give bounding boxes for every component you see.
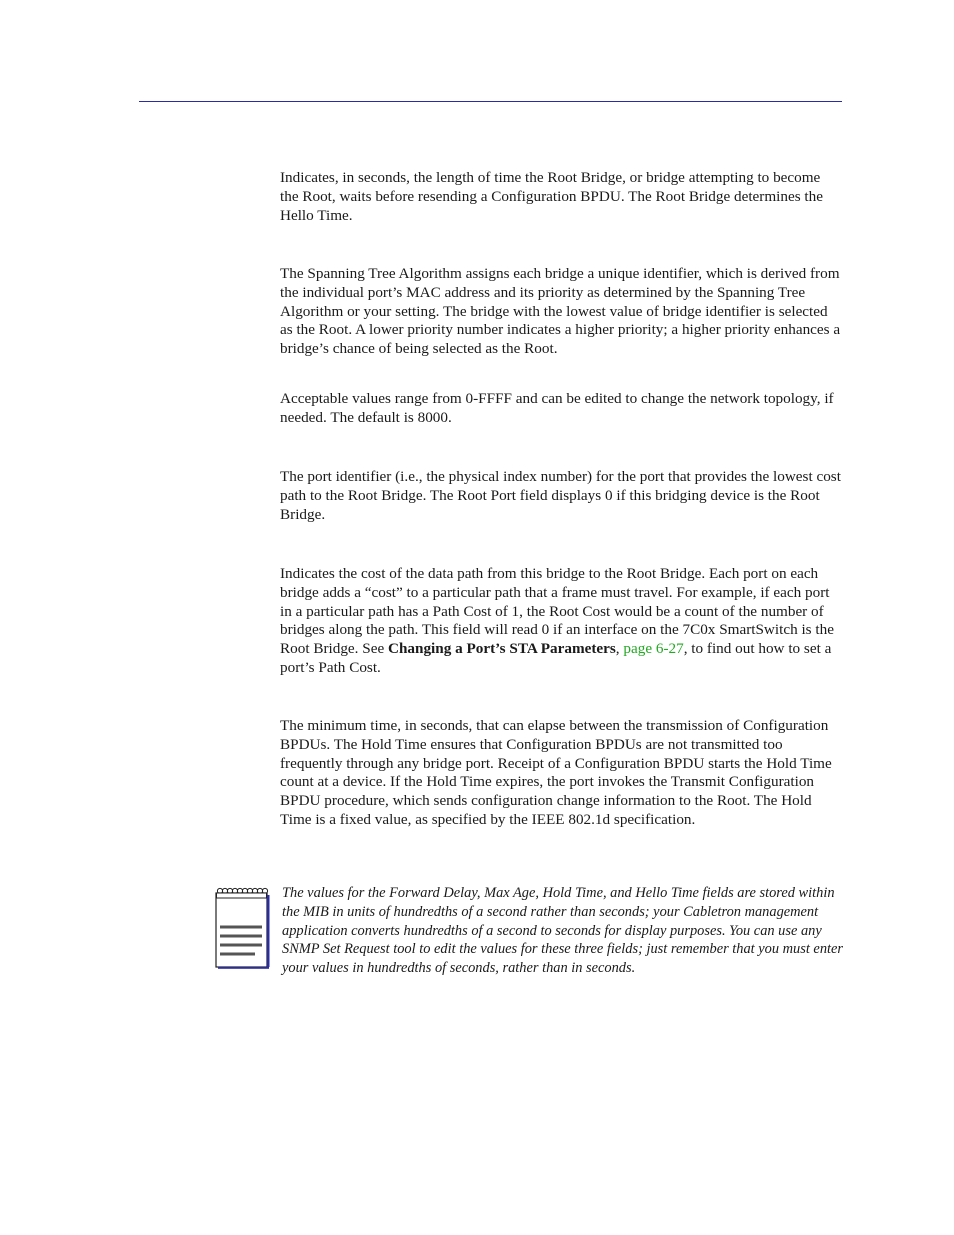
hold-time-description: The minimum time, in seconds, that can elapse between the transmission of Configuration BPDUs. The Hold Time ensures that Configuration BPDUs are not transmitted too frequently through any bridge port. Receipt of a Configuration BPDU starts the Hold Time count at a device. If the Hold Time expires, the port invokes the Transmit Configuration BPDU procedure, which sends configuration change information to the Root. The Hold Time is a fixed value, as specified by the IEEE 802.1d specification. <box>280 717 832 828</box>
page-reference-link[interactable]: page 6-27 <box>623 640 684 658</box>
note-text: The values for the Forward Delay, Max Age, Hold Time, and Hello Time fields are stored within the MIB in units of hundredths of a second rather than seconds; your Cabletron management application converts hundredths of a second to seconds for display purposes. You can use any SNMP Set Request tool to edit the values for these three fields; just remember that you must enter your values in hundredths of seconds, rather than in seconds. <box>282 885 843 977</box>
root-cost-description <box>280 565 842 678</box>
bridge-id-values: Acceptable values range from 0-FFFF and can be edited to change the network topology, if needed. The default is 8000. <box>280 390 834 426</box>
header-rule <box>139 101 842 102</box>
bridge-id-description: The Spanning Tree Algorithm assigns each bridge a unique identifier, which is derived from the individual port’s MAC address and its priority as determined by the Spanning Tree Algorithm or your setting. The bridge with the lowest value of bridge identifier is selected as the Root. A lower priority number indicates a higher priority; a higher priority enhances a bridge’s chance of being selected as the Root. <box>280 265 841 358</box>
notepad-icon <box>215 887 270 969</box>
hello-time-description: Indicates, in seconds, the length of time the Root Bridge, or bridge attempting to become the Root, waits before resending a Configuration BPDU. The Root Bridge determines the Hello Time. <box>280 169 823 224</box>
root-cost-text-end: , to find out how to set a port’s Path Cost. <box>280 640 832 676</box>
root-cost-text: Indicates the cost of the data path from this bridge to the Root Bridge. Each port on each bridge adds a “cost” to a particular path that a frame must travel. For example, if each port in a particular path has a Path Cost of 1, the Root Cost would be a count of the number of bridges along the path. This field will read 0 if an interface on the 7C0x SmartSwitch is the Root Bridge. See <box>280 565 834 658</box>
cross-reference-title: Changing a Port’s STA Parameters <box>388 640 616 658</box>
separator: , <box>615 640 624 658</box>
root-port-description: The port identifier (i.e., the physical index number) for the port that provides the lowest cost path to the Root Bridge. The Root Port field displays 0 if this bridging device is the Root Bridge. <box>280 468 841 523</box>
